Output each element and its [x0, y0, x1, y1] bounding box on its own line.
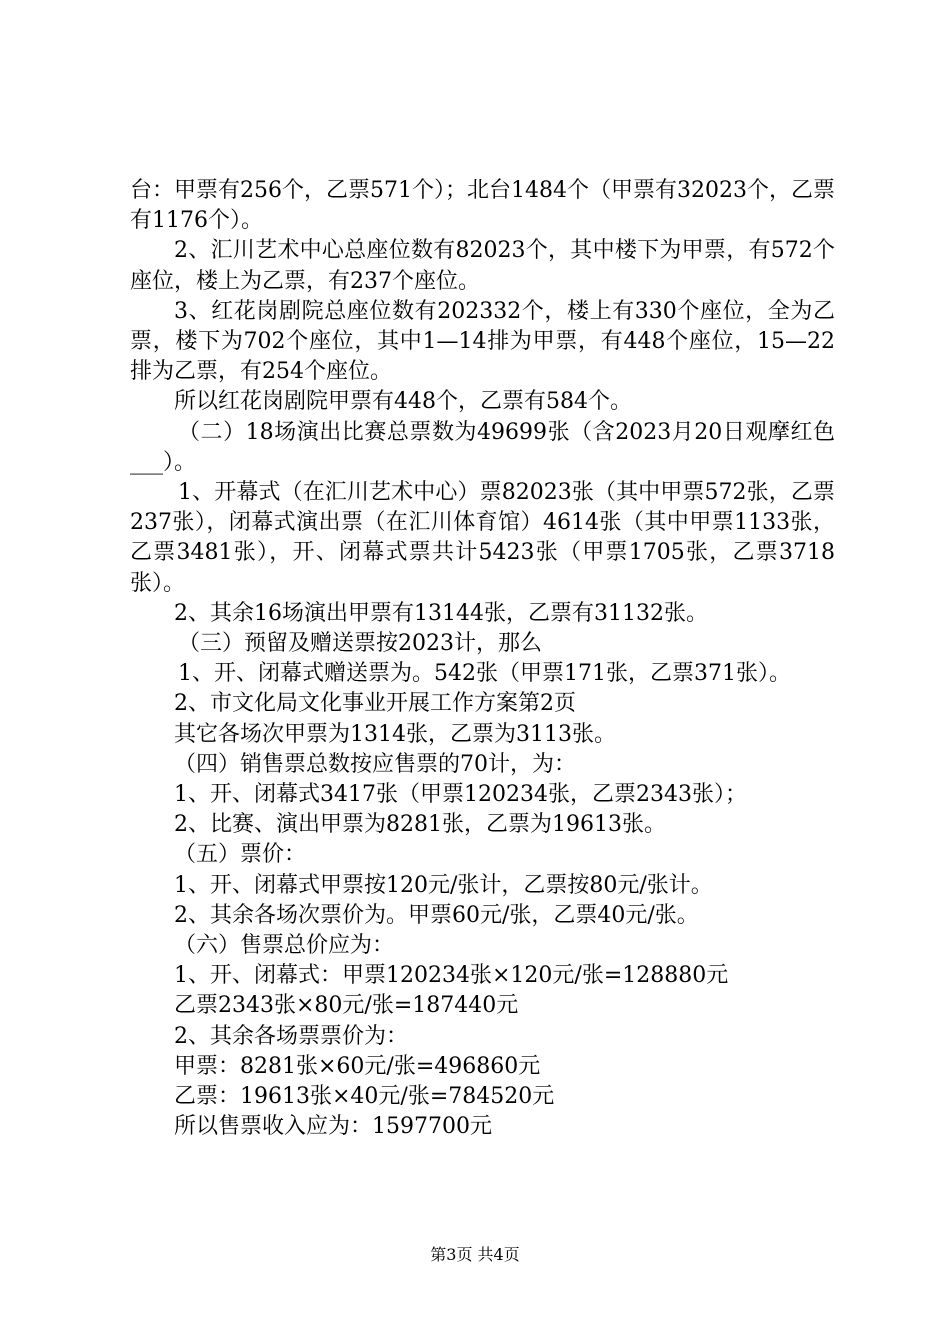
paragraph: （四）销售票总数按应售票的70计，为：	[174, 751, 576, 777]
paragraph: （五）票价：	[174, 842, 307, 868]
paragraph: 1、开、闭幕式：甲票120234张×120元/张=128880元	[174, 963, 729, 989]
paragraph: 1、开、闭幕式甲票按120元/张计，乙票按80元/张计。	[174, 872, 713, 898]
paragraph: 1、开幕式（在汇川艺术中心）票82023张（其中甲票572张，乙票237张），闭幕式演出票（在汇川体育馆）4614张（其中甲票1133张，乙票3481张），开、闭幕式票共计5423张（甲票1705张，乙票3718张）。	[130, 480, 835, 596]
paragraph: （六）售票总价应为：	[174, 933, 395, 959]
paragraph: 乙票：19613张×40元/张=784520元	[174, 1084, 555, 1110]
paragraph: 2、其余各场票票价为：	[174, 1023, 408, 1049]
paragraph: 1、开、闭幕式3417张（甲票120234张，乙票2343张）；	[174, 782, 747, 808]
paragraph: 2、市文化局文化事业开展工作方案第2页	[174, 691, 576, 717]
paragraph: 所以红花岗剧院甲票有448个，乙票有584个。	[174, 389, 632, 415]
paragraph: 2、其余各场次票价为。甲票60元/张，乙票40元/张。	[174, 902, 699, 928]
paragraph: 2、汇川艺术中心总座位数有82023个，其中楼下为甲票，有572个座位，楼上为乙票，有237个座位。	[130, 238, 835, 294]
paragraph: （二）18场演出比赛总票数为49699张（含2023月20日观摩红色___）。	[130, 419, 835, 475]
document-body	[130, 176, 835, 1143]
paragraph: 乙票2343张×80元/张=187440元	[174, 993, 519, 1019]
paragraph: （三）预留及赠送票按2023计，那么	[178, 631, 542, 657]
paragraph: 2、其余16场演出甲票有13144张，乙票有31132张。	[174, 600, 708, 626]
paragraph: 台：甲票有256个，乙票571个）；北台1484个（甲票有32023个，乙票有1176个）。	[130, 178, 835, 234]
paragraph: 甲票：8281张×60元/张=496860元	[174, 1053, 541, 1079]
paragraph: 3、红花岗剧院总座位数有202332个，楼上有330个座位，全为乙票，楼下为702个座位，其中1—14排为甲票，有448个座位，15—22排为乙票，有254个座位。	[130, 298, 835, 385]
page-footer: 第3页 共4页	[430, 1245, 520, 1264]
paragraph: 所以售票收入应为：1597700元	[174, 1114, 492, 1140]
paragraph: 1、开、闭幕式赠送票为。542张（甲票171张，乙票371张）。	[178, 661, 791, 687]
paragraph: 2、比赛、演出甲票为8281张，乙票为19613张。	[174, 812, 666, 838]
paragraph: 其它各场次甲票为1314张，乙票为3113张。	[174, 721, 616, 747]
